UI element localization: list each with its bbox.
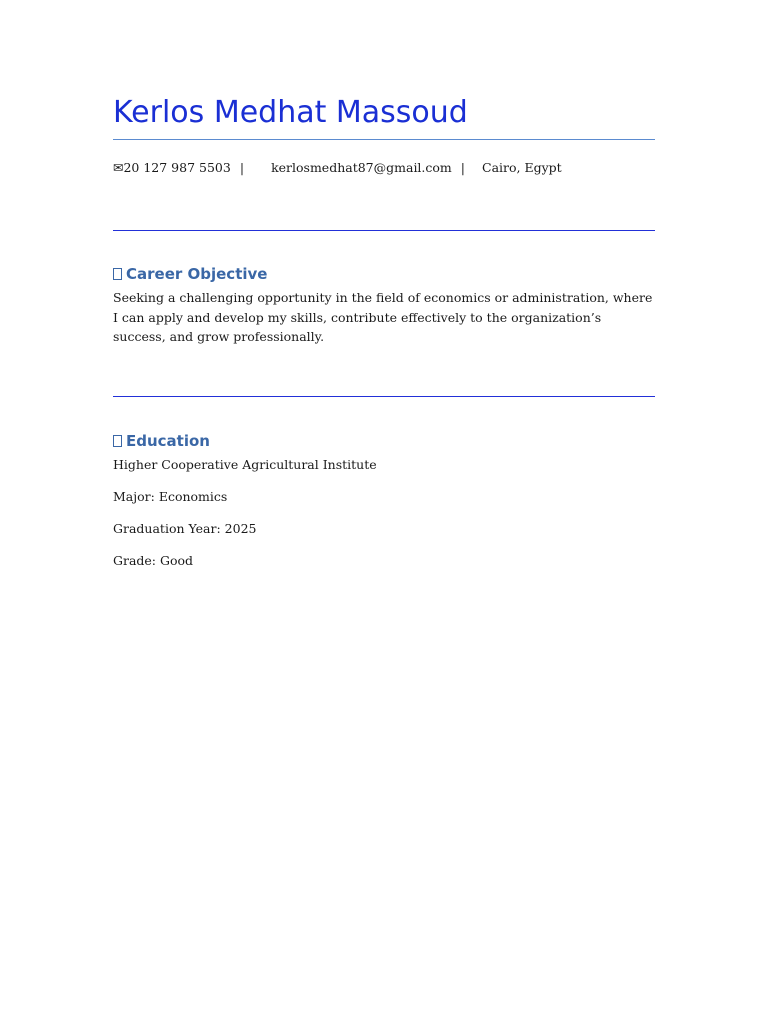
name-underline [113, 139, 655, 140]
section-divider [113, 230, 655, 231]
career-objective-heading [113, 264, 267, 284]
education-institute: Higher Cooperative Agricultural Institute [113, 457, 377, 472]
career-objective-title: Career Objective [126, 265, 268, 283]
graduation-icon [113, 435, 122, 447]
candidate-name: Kerlos Medhat Massoud [113, 95, 468, 130]
phone-number: ✉20 127 987 5503 [113, 160, 231, 175]
contact-separator: | [239, 160, 245, 175]
document-icon [113, 268, 122, 280]
contact-line [113, 160, 562, 176]
career-objective-text: Seeking a challenging opportunity in the field of economics or administration, where I can apply and develop my skills, contribute effectively to the organization’s success, and grow professionally. [113, 290, 653, 344]
education-title: Education [126, 432, 210, 450]
education-major: Major: Economics [113, 489, 228, 504]
email-address: kerlosmedhat87@gmail.com [271, 160, 452, 175]
location: Cairo, Egypt [482, 160, 562, 175]
education-graduation-year: Graduation Year: 2025 [113, 521, 257, 536]
education-grade: Grade: Good [113, 553, 194, 568]
contact-separator: | [460, 160, 466, 175]
section-divider [113, 396, 655, 397]
education-heading [113, 431, 210, 451]
